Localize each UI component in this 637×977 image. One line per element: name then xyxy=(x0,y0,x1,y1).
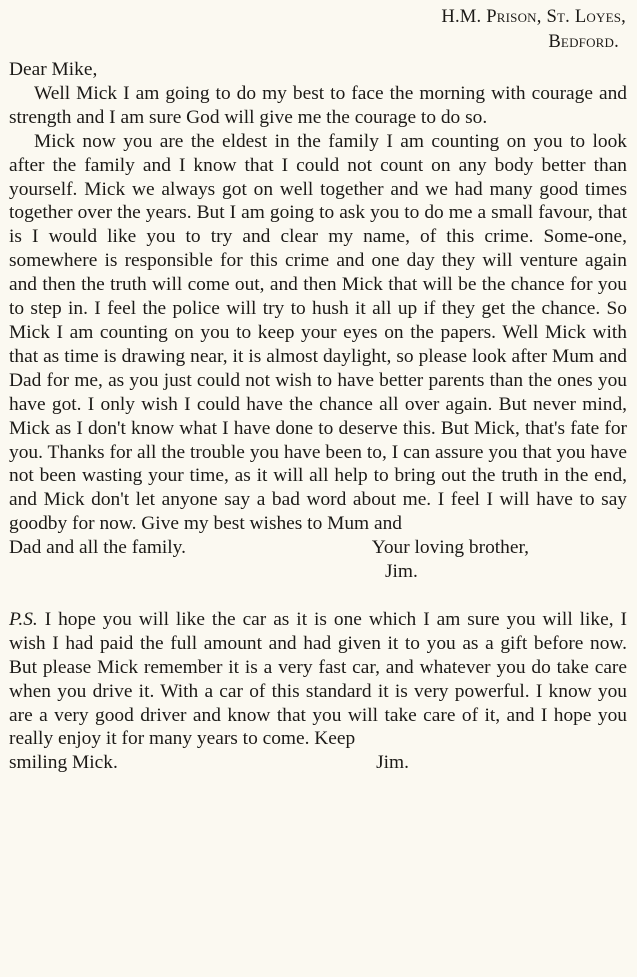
postscript-text: I hope you will like the car as it is one which I am sure you will like, I wish I had paid the full amount and had given it to you as a gift before now. But please Mick remember it is a very fast car, and whatever you do take care when you drive it. With a car of this standard it is very powerful. I know you are a very good driver and know that you will take care of it, and I hope you really enjoy it for many years to come. Keep xyxy=(9,608,627,750)
paragraph-main: Mick now you are the eldest in the family I am counting on you to look after the family and I know that I could not count on any body better than yourself. Mick we always got on well together and we had many good times together over the years. But I am going to ask you to do me a small favour, that is I would like you to try and clear my name, of this crime. Some-one, somewhere is responsible for this crime and one day they will venture again and then the truth will come out, and then Mick that will be the chance for you to step in. I feel the police will try to hush it all up if they get the chance. So Mick I am counting on you to keep your eyes on the papers. Well Mick with that as time is drawing near, it is almost daylight, so please look after Mum and Dad for me, as you just could not wish to have better parents than the ones you have got. I only wish I could have the chance all over again. But never mind, Mick as I don't know what I have done to deserve this. But Mick, that's fate for you. Thanks for all the trouble you have been to, I can assure you that you have not been wasting your time, as it will all help to bring out the truth in the end, and Mick don't let anyone say a bad word about me. I feel I will have to say goodby for now. Give my best wishes to Mum and xyxy=(9,130,627,535)
sender-address xyxy=(0,4,637,54)
postscript-label: P.S. xyxy=(9,608,38,630)
address-line-town: Bedford. xyxy=(548,31,619,52)
final-line-text: Dad and all the family. xyxy=(9,537,186,559)
letter-body xyxy=(0,58,637,775)
postscript xyxy=(9,608,627,751)
signature: Jim. xyxy=(385,561,418,583)
postscript-last-line: smiling Mick. xyxy=(9,752,118,774)
closing-phrase: Your loving brother, xyxy=(371,537,529,559)
postscript-signature: Jim. xyxy=(376,752,409,774)
closing-row xyxy=(9,536,529,560)
paragraph-courage: Well Mick I am going to do my best to face the morning with courage and strength and I am sure God will give me the courage to do so. xyxy=(9,82,627,128)
address-line-prison: H.M. Prison, St. Loyes, xyxy=(441,6,626,27)
postscript-closing-row xyxy=(9,751,409,775)
salutation: Dear Mike, xyxy=(9,59,98,80)
